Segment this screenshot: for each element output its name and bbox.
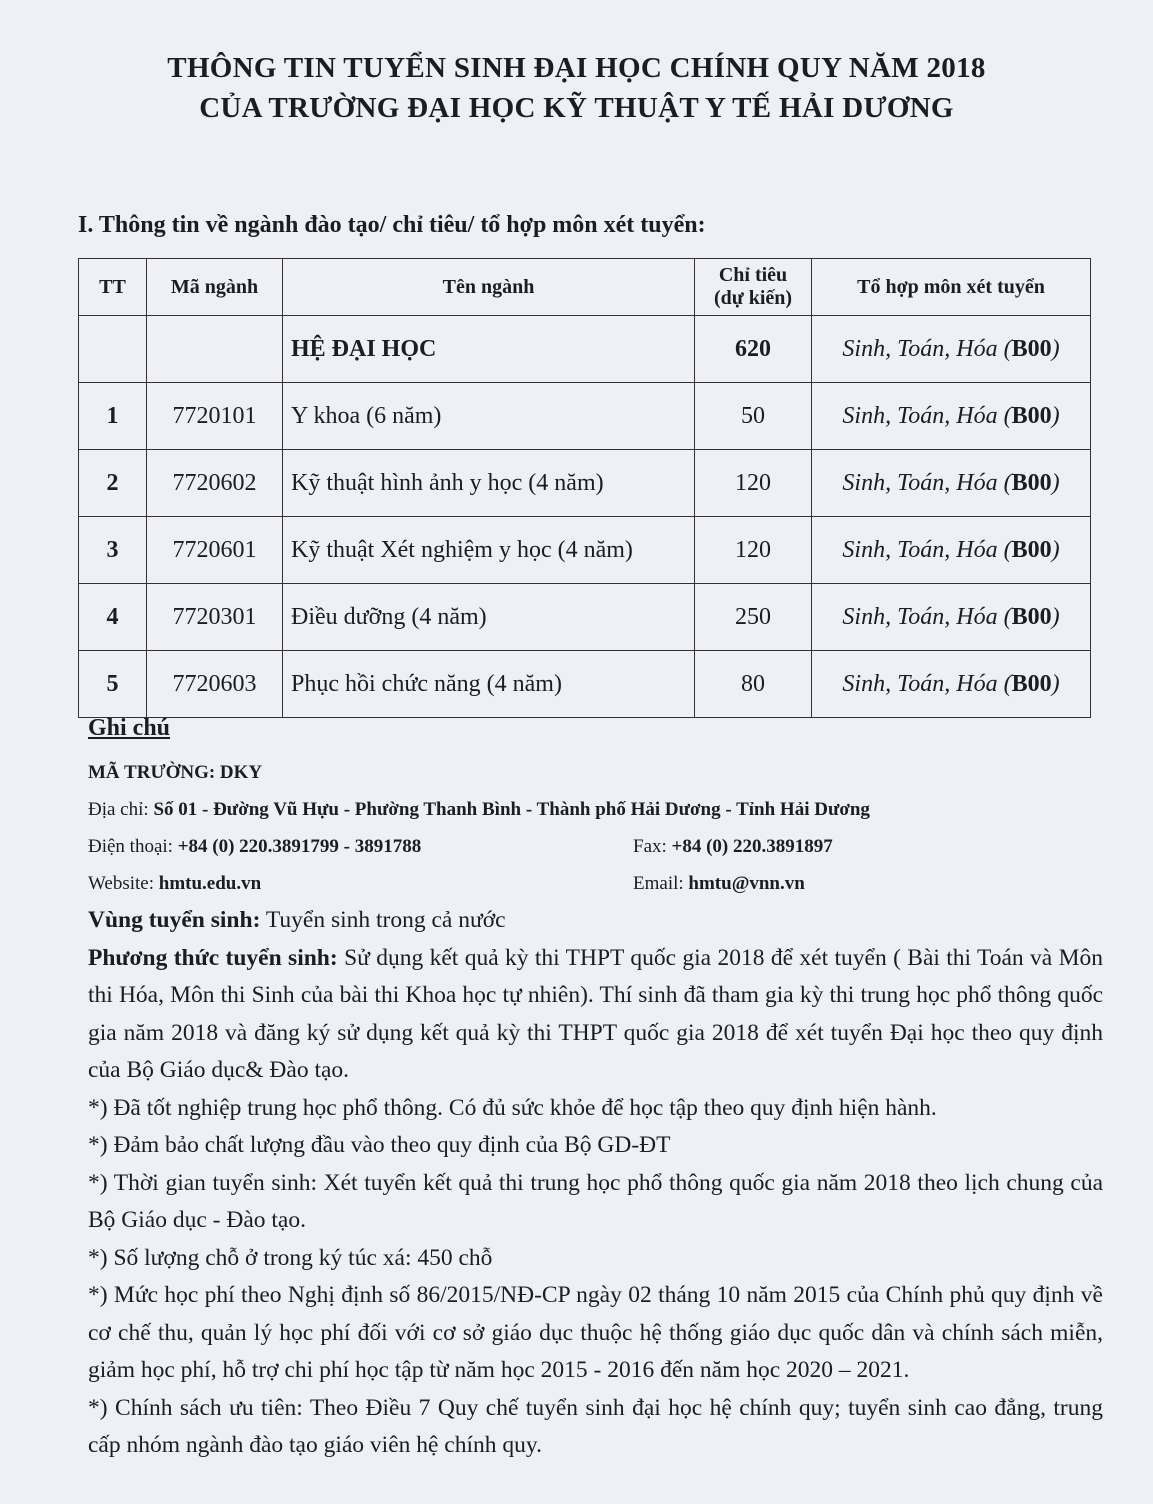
combo-code: B00: [1011, 670, 1052, 697]
method-value: Sử dụng kết quả kỳ thi THPT quốc gia 2018 để xét tuyển ( Bài thi Toán và Môn thi Hóa, Môn thi Sinh của bài thi Khoa học tự nhiên). Thí sinh đã tham gia kỳ thi trung học phổ thông quốc gia năm 2018 và đăng ký sử dụng kết quả kỳ thi THPT quốc gia 2018 để xét tuyển Đại học theo quy định của Bộ Giáo dục& Đào tạo.: [88, 944, 1103, 1083]
combo-close: ): [1051, 603, 1060, 630]
note-bullet: *) Chính sách ưu tiên: Theo Điều 7 Quy chế tuyển sinh đại học hệ chính quy; tuyển sinh cao đẳng, trung cấp nhóm ngành đào tạo giáo viên hệ chính quy.: [88, 1394, 1103, 1458]
combo-subjects: Sinh, Toán, Hóa (: [842, 402, 1012, 429]
column-header-quota: [695, 259, 812, 316]
combo-code: B00: [1011, 402, 1052, 429]
summary-row: [79, 316, 1091, 383]
note-bullet: *) Đảm bảo chất lượng đầu vào theo quy định của Bộ GD-ĐT: [88, 1132, 671, 1158]
combo-subjects: Sinh, Toán, Hóa (: [842, 670, 1012, 697]
website-label: Website:: [88, 873, 159, 894]
combo-close: ): [1051, 469, 1060, 496]
row-combo: [812, 517, 1091, 584]
summary-name: HỆ ĐẠI HỌC: [283, 316, 695, 383]
row-code: 7720101: [147, 383, 283, 450]
row-code: 7720603: [147, 651, 283, 718]
combo-close: ): [1051, 670, 1060, 697]
column-header-quota-line2: (dự kiến): [713, 287, 793, 309]
fax-label: Fax:: [633, 836, 672, 857]
note-bullet: *) Số lượng chỗ ở trong ký túc xá: 450 chỗ: [88, 1244, 493, 1271]
school-code: MÃ TRƯỜNG: DKY: [88, 762, 263, 783]
column-header-code: Mã ngành: [147, 259, 283, 316]
column-header-quota-line1: Chỉ tiêu: [718, 264, 788, 286]
email-label: Email:: [633, 873, 689, 894]
table-row: [79, 450, 1091, 517]
row-name: Phục hồi chức năng (4 năm): [283, 651, 695, 718]
phone-fax-line: [88, 828, 1103, 865]
row-code: 7720601: [147, 517, 283, 584]
region-paragraph: [88, 902, 1103, 940]
summary-quota: 620: [695, 316, 812, 383]
combo-subjects: Sinh, Toán, Hóa (: [842, 536, 1012, 563]
phone-value: +84 (0) 220.3891799 - 3891788: [177, 836, 422, 857]
row-name: Điều dưỡng (4 năm): [283, 584, 695, 651]
table-row: [79, 383, 1091, 450]
email-value: hmtu@vnn.vn: [688, 873, 805, 894]
table-header-row: [79, 259, 1091, 316]
row-name: Y khoa (6 năm): [283, 383, 695, 450]
row-combo: [812, 584, 1091, 651]
column-header-combo: Tổ hợp môn xét tuyển: [812, 259, 1091, 316]
address-label: Địa chỉ:: [88, 799, 154, 820]
table-row: [79, 517, 1091, 584]
website-email-line: [88, 865, 1103, 902]
summary-combo: [812, 316, 1091, 383]
row-quota: 120: [695, 450, 812, 517]
email-field: [633, 865, 805, 902]
table-row: [79, 651, 1091, 718]
document-title-line1: THÔNG TIN TUYỂN SINH ĐẠI HỌC CHÍNH QUY NĂM 2018: [167, 52, 986, 84]
row-quota: 120: [695, 517, 812, 584]
row-code: 7720602: [147, 450, 283, 517]
row-combo: [812, 450, 1091, 517]
column-header-name: Tên ngành: [283, 259, 695, 316]
fax-value: +84 (0) 220.3891897: [671, 836, 833, 857]
table-cell: [79, 316, 147, 383]
section-heading: I. Thông tin về ngành đào tạo/ chỉ tiêu/ tổ hợp môn xét tuyển:: [78, 212, 706, 238]
note-bullet: *) Đã tốt nghiệp trung học phổ thông. Có đủ sức khỏe để học tập theo quy định hiện hành.: [88, 1094, 937, 1121]
row-tt: 1: [79, 383, 147, 450]
notes-section: [88, 715, 1103, 1465]
combo-code: B00: [1011, 603, 1052, 630]
combo-code: B00: [1011, 469, 1052, 496]
address-value: Số 01 - Đường Vũ Hựu - Phường Thanh Bình - Thành phố Hải Dương - Tỉnh Hải Dương: [153, 799, 870, 820]
row-combo: [812, 651, 1091, 718]
combo-close: ): [1051, 335, 1060, 362]
phone-label: Điện thoại:: [88, 836, 178, 857]
table-row: [79, 584, 1091, 651]
document-title-line2: CỦA TRƯỜNG ĐẠI HỌC KỸ THUẬT Y TẾ HẢI DƯƠNG: [199, 92, 954, 124]
combo-subjects: Sinh, Toán, Hóa (: [842, 469, 1012, 496]
row-quota: 250: [695, 584, 812, 651]
combo-close: ): [1051, 536, 1060, 563]
row-name: Kỹ thuật Xét nghiệm y học (4 năm): [283, 517, 695, 584]
combo-close: ): [1051, 402, 1060, 429]
row-tt: 4: [79, 584, 147, 651]
row-code: 7720301: [147, 584, 283, 651]
row-tt: 5: [79, 651, 147, 718]
majors-table: [78, 258, 1091, 718]
combo-subjects: Sinh, Toán, Hóa (: [842, 603, 1012, 630]
address-line: [88, 791, 1103, 828]
row-tt: 2: [79, 450, 147, 517]
note-bullet: *) Thời gian tuyển sinh: Xét tuyển kết quả thi trung học phổ thông quốc gia năm 2018 theo lịch chung của Bộ Giáo dục - Đào tạo.: [88, 1169, 1103, 1233]
note-bullet: *) Mức học phí theo Nghị định số 86/2015/NĐ-CP ngày 02 tháng 10 năm 2015 của Chính phủ quy định về cơ chế thu, quản lý học phí đối với cơ sở giáo dục thuộc hệ thống giáo dục quốc dân và chính sách miễn, giảm học phí, hỗ trợ chi phí học tập từ năm học 2015 - 2016 đến năm học 2020 – 2021.: [88, 1282, 1103, 1383]
row-quota: 50: [695, 383, 812, 450]
row-quota: 80: [695, 651, 812, 718]
combo-code: B00: [1011, 335, 1052, 362]
row-combo: [812, 383, 1091, 450]
website-value: hmtu.edu.vn: [158, 873, 262, 894]
row-tt: 3: [79, 517, 147, 584]
region-value: Tuyển sinh trong cả nước: [260, 907, 506, 933]
fax-field: [633, 828, 833, 865]
table-cell: [147, 316, 283, 383]
notes-title: Ghi chú: [88, 715, 171, 741]
combo-code: B00: [1011, 536, 1052, 563]
row-name: Kỹ thuật hình ảnh y học (4 năm): [283, 450, 695, 517]
column-header-tt: TT: [79, 259, 147, 316]
method-paragraph: [88, 940, 1103, 1090]
region-label: Vùng tuyển sinh:: [88, 907, 261, 933]
combo-subjects: Sinh, Toán, Hóa (: [842, 335, 1012, 362]
method-label: Phương thức tuyển sinh:: [88, 944, 338, 971]
